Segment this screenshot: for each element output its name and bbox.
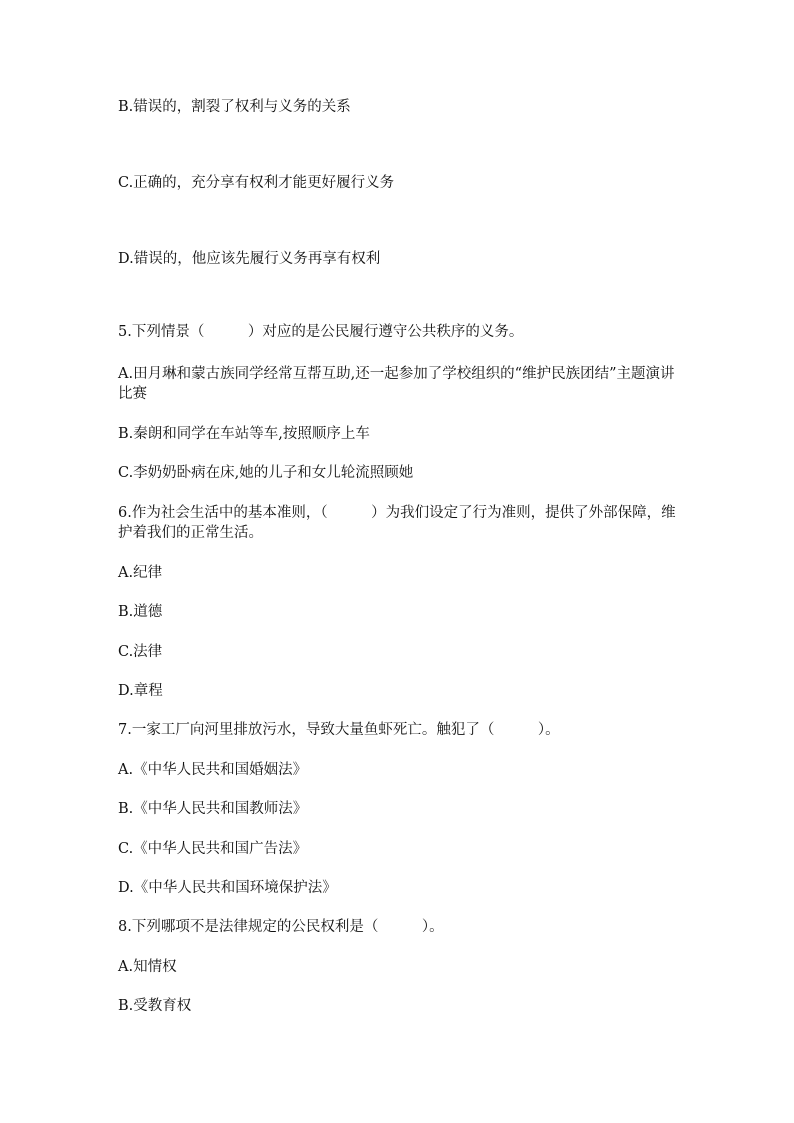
question-6-option-b: B.道德 xyxy=(118,604,163,620)
question-8-option-b: B.受教育权 xyxy=(118,998,192,1014)
question-5-option-b: B.秦朗和同学在车站等车,按照顺序上车 xyxy=(118,426,370,442)
question-7-option-b: B.《中华人民共和国教师法》 xyxy=(118,801,308,817)
question-6-option-d: D.章程 xyxy=(118,683,163,699)
question-8-stem: 8.下列哪项不是法律规定的公民权利是（ ）。 xyxy=(118,919,444,935)
question-5-option-a: A.田月琳和蒙古族同学经常互帮互助,还一起参加了学校组织的“维护民族团结”主题演讲比赛 xyxy=(118,366,675,402)
question-7-option-d: D.《中华人民共和国环境保护法》 xyxy=(118,880,337,896)
option-d: D.错误的，他应该先履行义务再享有权利 xyxy=(118,251,381,267)
question-6-stem: 6.作为社会生活中的基本准则，（ ）为我们设定了行为准则，提供了外部保障，维护着我们的正常生活。 xyxy=(118,505,676,541)
question-6-option-a: A.纪律 xyxy=(118,565,163,581)
question-5-option-c: C.李奶奶卧病在床,她的儿子和女儿轮流照顾她 xyxy=(118,465,414,481)
question-7-option-a: A.《中华人民共和国婚姻法》 xyxy=(118,762,308,778)
question-7-option-c: C.《中华人民共和国广告法》 xyxy=(118,841,308,857)
question-5-stem: 5.下列情景（ ）对应的是公民履行遵守公共秩序的义务。 xyxy=(118,324,524,340)
question-8-option-a: A.知情权 xyxy=(118,959,177,975)
question-7-stem: 7.一家工厂向河里排放污水，导致大量鱼虾死亡。触犯了（ ）。 xyxy=(118,722,560,738)
option-c: C.正确的，充分享有权利才能更好履行义务 xyxy=(118,175,395,191)
option-b: B.错误的，割裂了权利与义务的关系 xyxy=(118,99,351,115)
question-6-option-c: C.法律 xyxy=(118,644,163,660)
